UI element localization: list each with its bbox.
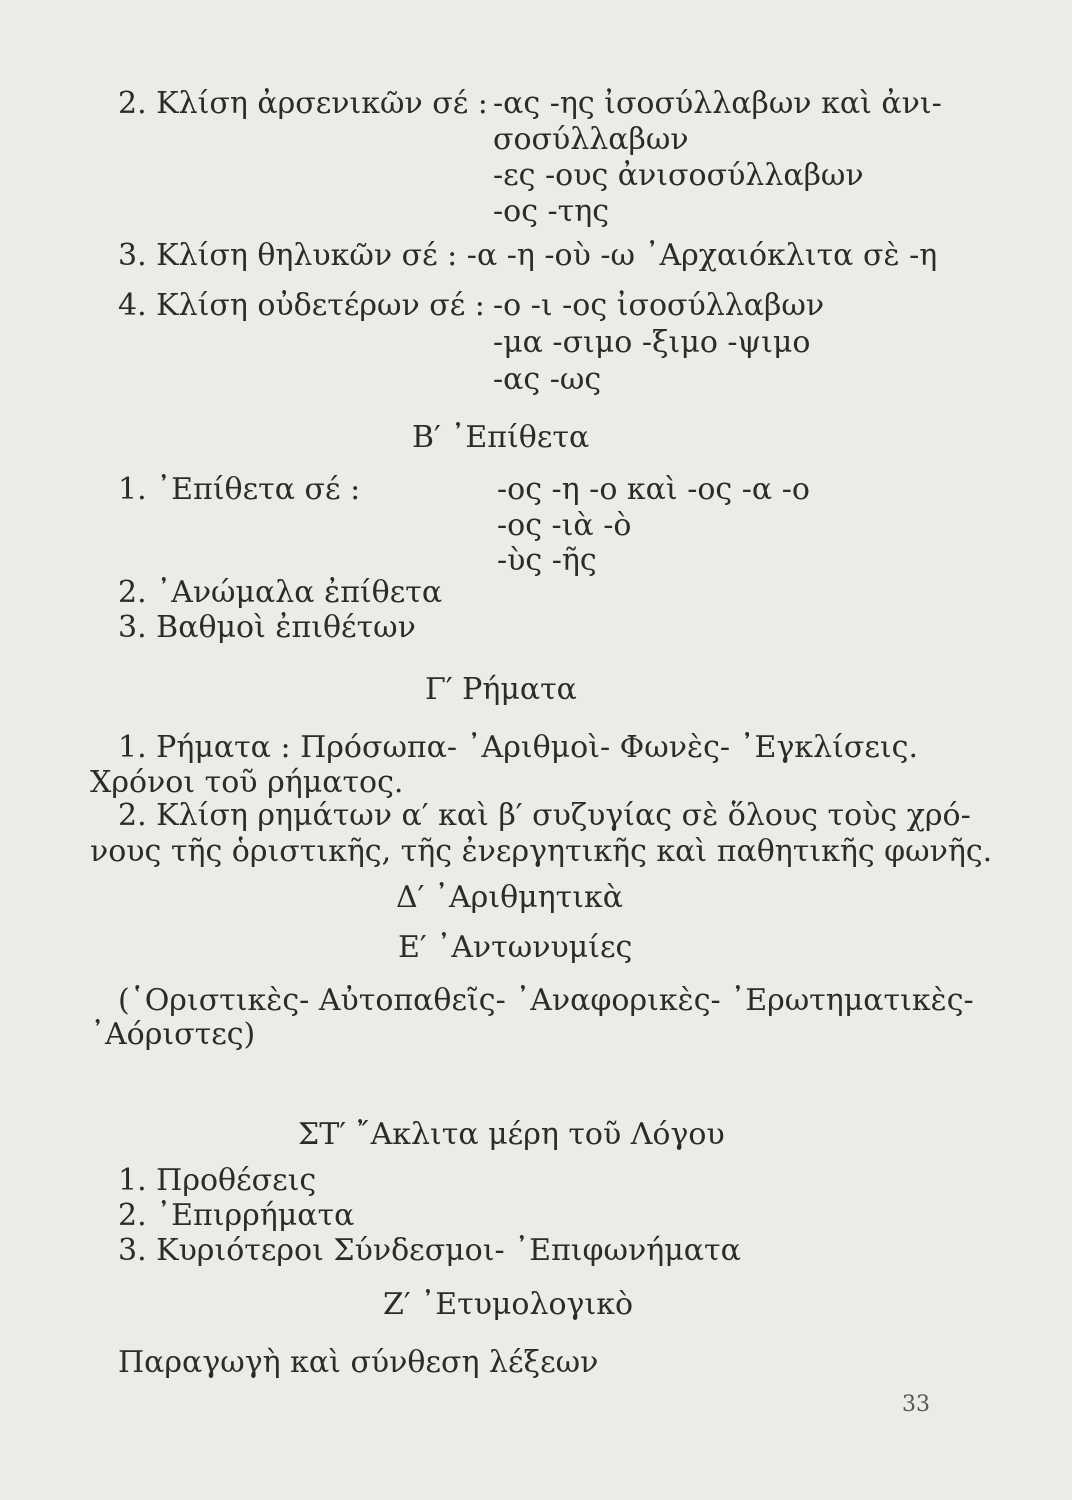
section-e-heading: Ε′ ᾿Αντωνυμίες	[398, 930, 633, 965]
pronouns-line-1: (῾Οριστικὲς- Αὐτοπαθεῖς- ᾿Αναφορικὲς- ᾿Ερωτηματικὲς-	[118, 983, 974, 1018]
derivation-line: Παραγωγὴ καὶ σύνθεση λέξεων	[118, 1345, 599, 1380]
section-b-heading: Β′ ᾿Επίθετα	[412, 420, 590, 455]
adjective-endings-3: -ὺς -ῆς	[497, 543, 597, 578]
page-number: 33	[902, 1392, 930, 1417]
verbs-line-1: 1. Ρήματα : Πρόσωπα- ᾿Αριθμοὶ- Φωνὲς- ᾿Εγκλίσεις.	[118, 730, 919, 765]
noun-masc-endings-3: -ες -ους ἀνισοσύλλαβων	[493, 158, 864, 193]
adjective-degrees: 3. Βαθμοὶ ἐπιθέτων	[118, 610, 416, 645]
noun-neut-endings-3: -ας -ως	[493, 362, 602, 397]
section-c-heading: Γ′ Ρήματα	[425, 672, 577, 707]
conjugation-line-2: νους τῆς ὁριστικῆς, τῆς ἐνεργητικῆς καὶ παθητικῆς φωνῆς.	[90, 834, 993, 869]
prepositions: 1. Προθέσεις	[118, 1163, 317, 1198]
noun-masc-endings-4: -ος -της	[493, 194, 610, 229]
section-d-heading: Δ′ ᾿Αριθμητικὰ	[396, 880, 623, 915]
noun-neut-endings-1: -ο -ι -ος ἰσοσύλλαβων	[493, 288, 825, 323]
noun-masc-label: 2. Κλίση ἀρσενικῶν σέ :	[118, 86, 488, 121]
conjugation-line-1: 2. Κλίση ρημάτων α′ καὶ β′ συζυγίας σὲ ὅλους τοὺς χρό-	[118, 798, 971, 833]
section-z-heading: Ζ′ ᾿Ετυμολογικὸ	[383, 1287, 634, 1322]
irregular-adjectives: 2. ᾿Ανώμαλα ἐπίθετα	[118, 575, 443, 610]
noun-masc-endings-1: -ας -ης ἰσοσύλλαβων καὶ ἀνι-	[493, 86, 942, 121]
noun-neut-endings-2: -μα -σιμο -ξιμο -ψιμο	[493, 325, 811, 360]
pronouns-line-2: ᾿Αόριστες)	[90, 1017, 256, 1052]
noun-masc-endings-2: σοσύλλαβων	[493, 122, 689, 157]
conjunctions-interjections: 3. Κυριότεροι Σύνδεσμοι- ᾿Επιφωνήματα	[118, 1233, 741, 1268]
adjective-endings-1: -ος -η -ο καὶ -ος -α -ο	[497, 472, 810, 507]
noun-neut-label: 4. Κλίση οὐδετέρων σέ :	[118, 288, 485, 323]
verbs-line-2: Χρόνοι τοῦ ρήματος.	[90, 765, 404, 800]
noun-fem-line: 3. Κλίση θηλυκῶν σέ : -α -η -οὺ -ω ᾿Αρχαιόκλιτα σὲ -η	[118, 238, 938, 273]
adverbs: 2. ᾿Επιρρήματα	[118, 1198, 355, 1233]
adjective-endings-2: -ος -ιὰ -ὸ	[497, 508, 632, 543]
adjective-label: 1. ᾿Επίθετα σέ :	[118, 472, 361, 507]
section-st-heading: ΣΤ′ ῎Ακλιτα μέρη τοῦ Λόγου	[298, 1117, 725, 1152]
